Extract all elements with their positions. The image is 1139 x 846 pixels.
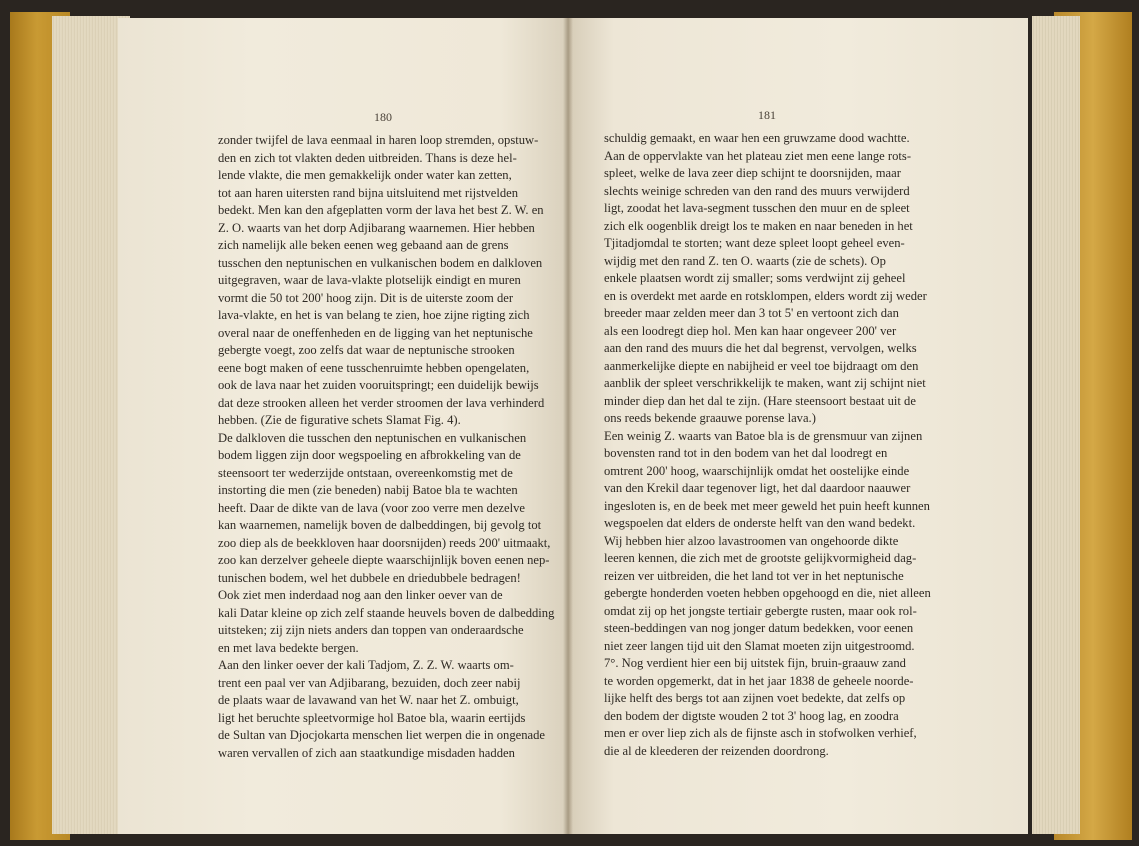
text-line: overal naar de oneffenheden en de ligging van het neptunische [218,325,533,340]
text-line: Ook ziet men inderdaad nog aan den linker oever van de [218,588,503,602]
text-line: ligt het beruchte spleetvormige hol Batoe bla, waarin eertijds [218,710,526,725]
text-line: de plaats waar de lavawand van het W. naar het Z. ombuigt, [218,693,519,707]
text-line: zoo diep als de beekkloven haar doorsnijden) reeds 200' uitmaakt, [218,535,551,550]
text-line: van den Krekil daar tegenover ligt, het dal daardoor naauwer [604,481,911,495]
text-line: bedekt. Men kan den afgeplatten vorm der lava het best Z. W. en [218,203,544,217]
left-page [118,18,568,834]
text-line: zich elk oogenblik dreigt los te maken en naar beneden in het [604,218,913,233]
text-line: Wij hebben hier alzoo lavastroomen van ongehoorde dikte [604,533,899,548]
text-line: spleet, welke de lava zeer diep schijnt te doorsnijden, maar [604,166,901,180]
text-line: minder diep dan het dal te zijn. (Hare steensoort bestaat uit de [604,393,916,408]
text-line: die al de kleederen der reizenden doordrong. [604,743,829,758]
text-line: 7°. Nog verdient hier een bij uitstek fijn, bruin-graauw zand [604,656,906,670]
text-line: Aan de oppervlakte van het plateau ziet men eene lange rots- [604,148,912,163]
text-line: ligt, zoodat het lava-segment tusschen den muur en de spleet [604,201,910,215]
text-line: ons reeds bekende graauwe porense lava.) [604,411,816,425]
text-line: aan den rand des muurs die het dal begrenst, vervolgen, welks [604,341,917,355]
text-line: de Sultan van Djocjokarta menschen liet werpen die in ongenade [218,728,545,742]
text-line: lijke helft des bergs tot aan zijnen voet bedekte, dat zelfs op [604,691,906,705]
text-line: heeft. Daar de dikte van de lava (voor zoo verre men dezelve [218,500,525,515]
text-line: steensoort ter wederzijde ontstaan, overeenkomstig met de [218,465,513,480]
text-line: hebben. (Zie de figurative schets Slamat Fig. 4). [218,413,461,427]
text-line: Een weinig Z. waarts van Batoe bla is de grensmuur van zijnen [604,428,923,443]
text-line: niet zeer langen tijd uit den Slamat moeten zijn uitgestroomd. [604,638,915,653]
text-line: wegspoelen dat elders de onderste helft van den wand bedekt. [604,516,916,530]
text-line: en is overdekt met aarde en rotsklompen, elders wordt zij weder [604,288,927,303]
text-line: tot aan haren uitersten rand bijna uitsluitend met rijstvelden [218,185,519,200]
text-line: bovensten rand tot in den bodem van het dal loodregt en [604,446,888,460]
text-line: lava-vlakte, en het is van belang te zien, hoe zijne rigting zich [218,308,530,322]
text-line: Z. O. waarts van het dorp Adjibarang waarnemen. Hier hebben [218,220,535,235]
text-line: trent een paal ver van Adjibarang, bezuiden, doch zeer nabij [218,675,521,690]
text-line: dat deze strooken alleen het verder stroomen der lava verhinderd [218,395,545,410]
text-line: reizen ver uitbreiden, die het land tot ver in het neptunische [604,568,904,583]
text-line: vormt die 50 tot 200' hoog zijn. Dit is de uiterste zoom der [218,290,514,305]
text-line: schuldig gemaakt, en waar hen een gruwzame dood wachtte. [604,131,910,145]
text-line: als een loodregt diep hol. Men kan haar ongeveer 200' ver [604,323,897,338]
text-line: steen-beddingen van nog jonger datum bedekken, voor eenen [604,621,914,635]
text-line: waren vervallen of zich aan staatkundige misdaden hadden [218,745,515,760]
text-line: aanmerkelijke diepte en nabijheid er veel toe bijdraagt om den [604,358,919,373]
text-line: wijdig met den rand Z. ten O. waarts (zie de schets). Op [604,253,886,268]
page-edges-right [1032,16,1080,834]
text-line: tusschen den neptunischen en vulkanischen bodem en dalkloven [218,255,543,270]
text-line: instorting die men (zie beneden) nabij Batoe bla te wachten [218,483,518,497]
text-line: eene bogt maken of eene tusschenruimte hebben opengelaten, [218,360,530,375]
text-line: gebergte voegt, zoo zelfs dat waar de neptunische strooken [218,343,515,357]
text-line: men er over liep zich als de fijnste asch in stofwolken verhief, [604,726,917,740]
text-line: den bodem der digtste wouden 2 tot 3' hoog lag, en zoodra [604,708,899,723]
text-line: en met lava bedekte bergen. [218,640,359,655]
text-line: tunischen bodem, wel het dubbele en driedubbele bedragen! [218,570,521,585]
text-line: zonder twijfel de lava eenmaal in haren loop stremden, opstuw- [218,133,539,147]
text-line: breeder maar zelden meer dan 3 tot 5' en vertoont zich dan [604,306,899,320]
text-line: leeren kennen, die zich met de grootste gelijkvormigheid dag- [604,551,917,565]
text-line: den en zich tot vlakten deden uitbreiden. Thans is deze hel- [218,150,517,165]
text-line: aanblik der spleet verschrikkelijk te maken, want zij schijnt niet [604,376,926,390]
page-number: 180 [374,110,392,124]
text-line: zoo kan derzelver geheele diepte waarschijnlijk boven eenen nep- [218,553,550,567]
text-line: Aan den linker oever der kali Tadjom, Z. Z. W. waarts om- [218,658,514,672]
text-line: ingesloten is, en de beek met meer geweld het puin heeft kunnen [604,498,930,513]
right-page-body [604,130,938,760]
right-page [568,18,1028,834]
text-line: omtrent 200' hoog, waarschijnlijk omdat het oostelijke einde [604,463,910,478]
text-line: gebergte honderden voeten hebben opgehoogd en die, niet alleen [604,586,931,600]
text-line: lende vlakte, die men gemakkelijk onder water kan zetten, [218,168,512,182]
open-book [10,12,1132,840]
left-page-body [218,132,555,762]
text-line: uitsteken; zij zijn niets anders dan toppen van onderaardsche [218,623,524,637]
text-line: De dalkloven die tusschen den neptunischen en vulkanischen [218,430,527,445]
text-line: uitgegraven, waar de lava-vlakte plotselijk eindigt en muren [218,273,521,287]
text-line: ook de lava naar het zuiden vooruitspringt; een duidelijk bewijs [218,378,539,392]
text-line: enkele plaatsen wordt zij smaller; soms verdwijnt zij geheel [604,271,906,285]
text-line: omdat zij op het jongste tertiair gebergte rusten, maar ook rol- [604,603,917,618]
text-line: bodem liggen zijn door wegspoeling en afbrokkeling van de [218,448,521,462]
text-line: kali Datar kleine op zich zelf staande heuvels boven de dalbedding [218,605,555,620]
page-number: 181 [758,108,776,122]
text-line: kan waarnemen, namelijk boven de dalbeddingen, bij gevolg tot [218,518,542,532]
text-line: slechts weinige schreden van den rand des muurs verwijderd [604,183,910,198]
text-line: Tjitadjomdal te storten; want deze spleet loopt geheel even- [604,236,905,250]
text-line: zich namelijk alle beken eenen weg gebaand aan de grens [218,238,509,252]
book-gutter [563,18,573,834]
text-line: te worden opgemerkt, dat in het jaar 1838 de geheele noorde- [604,673,914,688]
